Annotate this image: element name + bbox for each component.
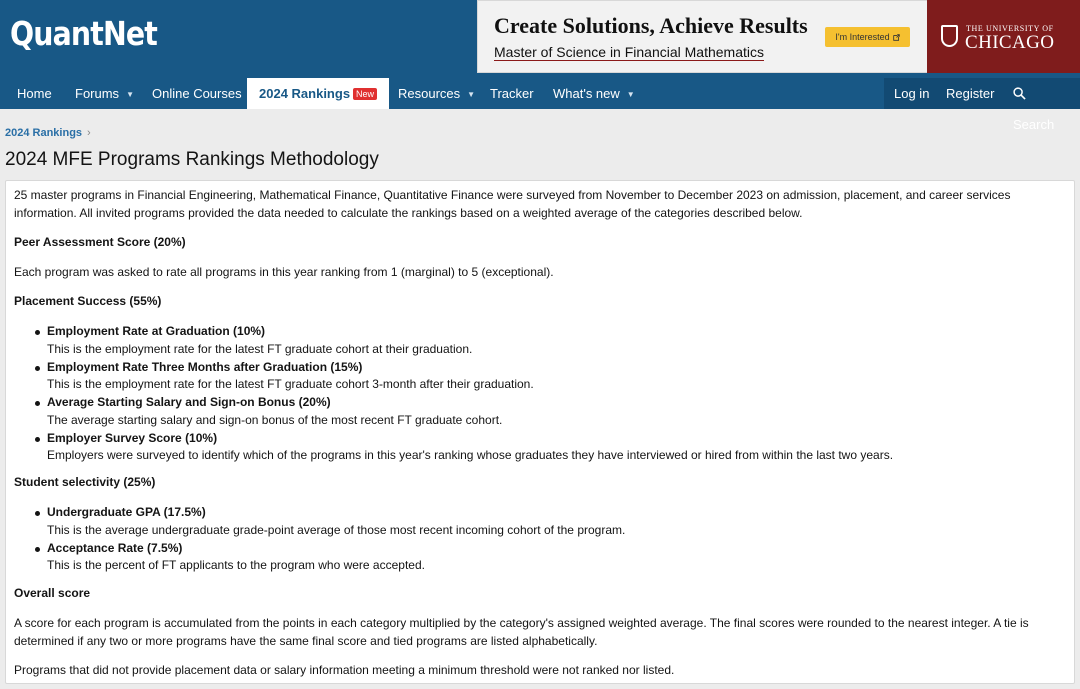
- list-item-desc: This is the employment rate for the latest FT graduate cohort at their graduation.: [47, 341, 473, 356]
- nav-online-courses[interactable]: [152, 78, 242, 109]
- list-item-desc: This is the percent of FT applicants to the program who were accepted.: [47, 558, 425, 572]
- nav-tracker[interactable]: [490, 78, 534, 109]
- shield-icon: [941, 25, 958, 47]
- intro-paragraph: 25 master programs in Financial Engineering, Mathematical Finance, Quantitative Finance were surveyed from November to December 2023 on admission, placement, and career services information. All invited programs provided the data needed to calculate the rankings based on a weighted average of the categories described below.: [14, 188, 1011, 220]
- nav-forums-label: Forums: [75, 86, 120, 101]
- list-item: [14, 394, 1064, 429]
- list-item: [14, 430, 1064, 465]
- selectivity-heading: Student selectivity (25%): [14, 475, 156, 489]
- list-item-title: Employment Rate Three Months after Graduation (15%): [47, 359, 363, 374]
- chevron-down-icon: ▼: [126, 90, 134, 99]
- login-button[interactable]: [884, 78, 939, 109]
- list-item-title: Undergraduate GPA (17.5%): [47, 505, 206, 519]
- nav-home[interactable]: [17, 78, 52, 109]
- site-logo[interactable]: QuantNet: [10, 14, 157, 53]
- search-label: Search: [1013, 117, 1055, 132]
- new-badge: New: [353, 88, 377, 100]
- peer-heading: Peer Assessment Score (20%): [14, 235, 186, 249]
- chevron-down-icon: ▼: [467, 90, 476, 99]
- placement-list: [14, 323, 1064, 465]
- list-item: [14, 504, 1064, 539]
- overall-text: A score for each program is accumulated from the points in each category multiplied by the category's assigned weighted average. The final scores were rounded to the nearest integer. A tie is determined if any two or more programs have the same final score and tied programs are listed alphabetically.: [14, 616, 1029, 648]
- register-label: Register: [946, 86, 995, 101]
- list-item-title: Employer Survey Score (10%): [47, 430, 218, 445]
- article-body: [5, 180, 1075, 684]
- site-header: [0, 0, 1080, 78]
- nav-tracker-label: Tracker: [490, 86, 534, 101]
- nav-rankings[interactable]: [247, 78, 389, 109]
- nav-home-label: Home: [17, 86, 52, 101]
- list-item: [14, 359, 1064, 394]
- placement-heading: Placement Success (55%): [14, 294, 162, 308]
- university-brand: [927, 0, 1080, 73]
- footer-text: Programs that did not provide placement data or salary information meeting a minimum threshold were not ranked nor listed.: [14, 663, 675, 677]
- list-item-desc: This is the employment rate for the latest FT graduate cohort 3-month after their graduation.: [47, 377, 534, 391]
- list-item-title: Average Starting Salary and Sign-on Bonus (20%): [47, 395, 331, 409]
- register-button[interactable]: [936, 78, 1004, 109]
- page-title: 2024 MFE Programs Rankings Methodology: [5, 149, 379, 170]
- main-nav: [0, 78, 1080, 132]
- brand-top-text: THE UNIVERSITY OF: [966, 24, 1054, 33]
- list-item-desc: This is the average undergraduate grade-point average of those most recent incoming cohort of the program.: [47, 522, 626, 537]
- list-item: [14, 323, 1064, 358]
- search-icon: [1013, 87, 1026, 100]
- external-link-icon: [893, 34, 900, 41]
- chevron-down-icon: ▼: [626, 90, 635, 99]
- ad-subline[interactable]: Master of Science in Financial Mathematics: [494, 44, 764, 60]
- list-item-desc: Employers were surveyed to identify which of the programs in this year's ranking whose graduates they have interviewed or hired from within the last two years.: [47, 448, 894, 462]
- list-item-title: Employment Rate at Graduation (10%): [47, 324, 266, 338]
- selectivity-list: [14, 504, 1064, 575]
- login-label: Log in: [894, 86, 930, 101]
- nav-rankings-label: 2024 Rankings: [259, 86, 351, 101]
- ad-interested-button[interactable]: [825, 27, 910, 47]
- peer-text: Each program was asked to rate all programs in this year ranking from 1 (marginal) to 5 (exceptional).: [14, 265, 554, 279]
- list-item-desc: The average starting salary and sign-on bonus of the most recent FT graduate cohort.: [47, 412, 503, 427]
- brand-main-text: CHICAGO: [965, 32, 1055, 53]
- breadcrumb-rankings[interactable]: 2024 Rankings: [5, 127, 83, 139]
- nav-whats-new[interactable]: [553, 78, 635, 109]
- ad-cta-label: I'm Interested: [835, 32, 890, 42]
- nav-whats-new-label: What's new: [553, 86, 620, 101]
- search-button[interactable]: [1003, 78, 1080, 132]
- list-item: [14, 540, 1064, 575]
- nav-resources-label: Resources: [398, 86, 461, 101]
- list-item-title: Acceptance Rate (7.5%): [47, 540, 183, 555]
- breadcrumb[interactable]: [5, 127, 91, 139]
- ad-headline: Create Solutions, Achieve Results: [494, 13, 808, 38]
- chevron-right-icon: ›: [87, 127, 91, 139]
- overall-heading: Overall score: [14, 586, 91, 600]
- nav-forums[interactable]: [75, 78, 134, 109]
- nav-online-courses-label: Online Courses: [152, 86, 242, 101]
- ad-banner[interactable]: [477, 0, 1080, 73]
- nav-resources[interactable]: [398, 78, 475, 109]
